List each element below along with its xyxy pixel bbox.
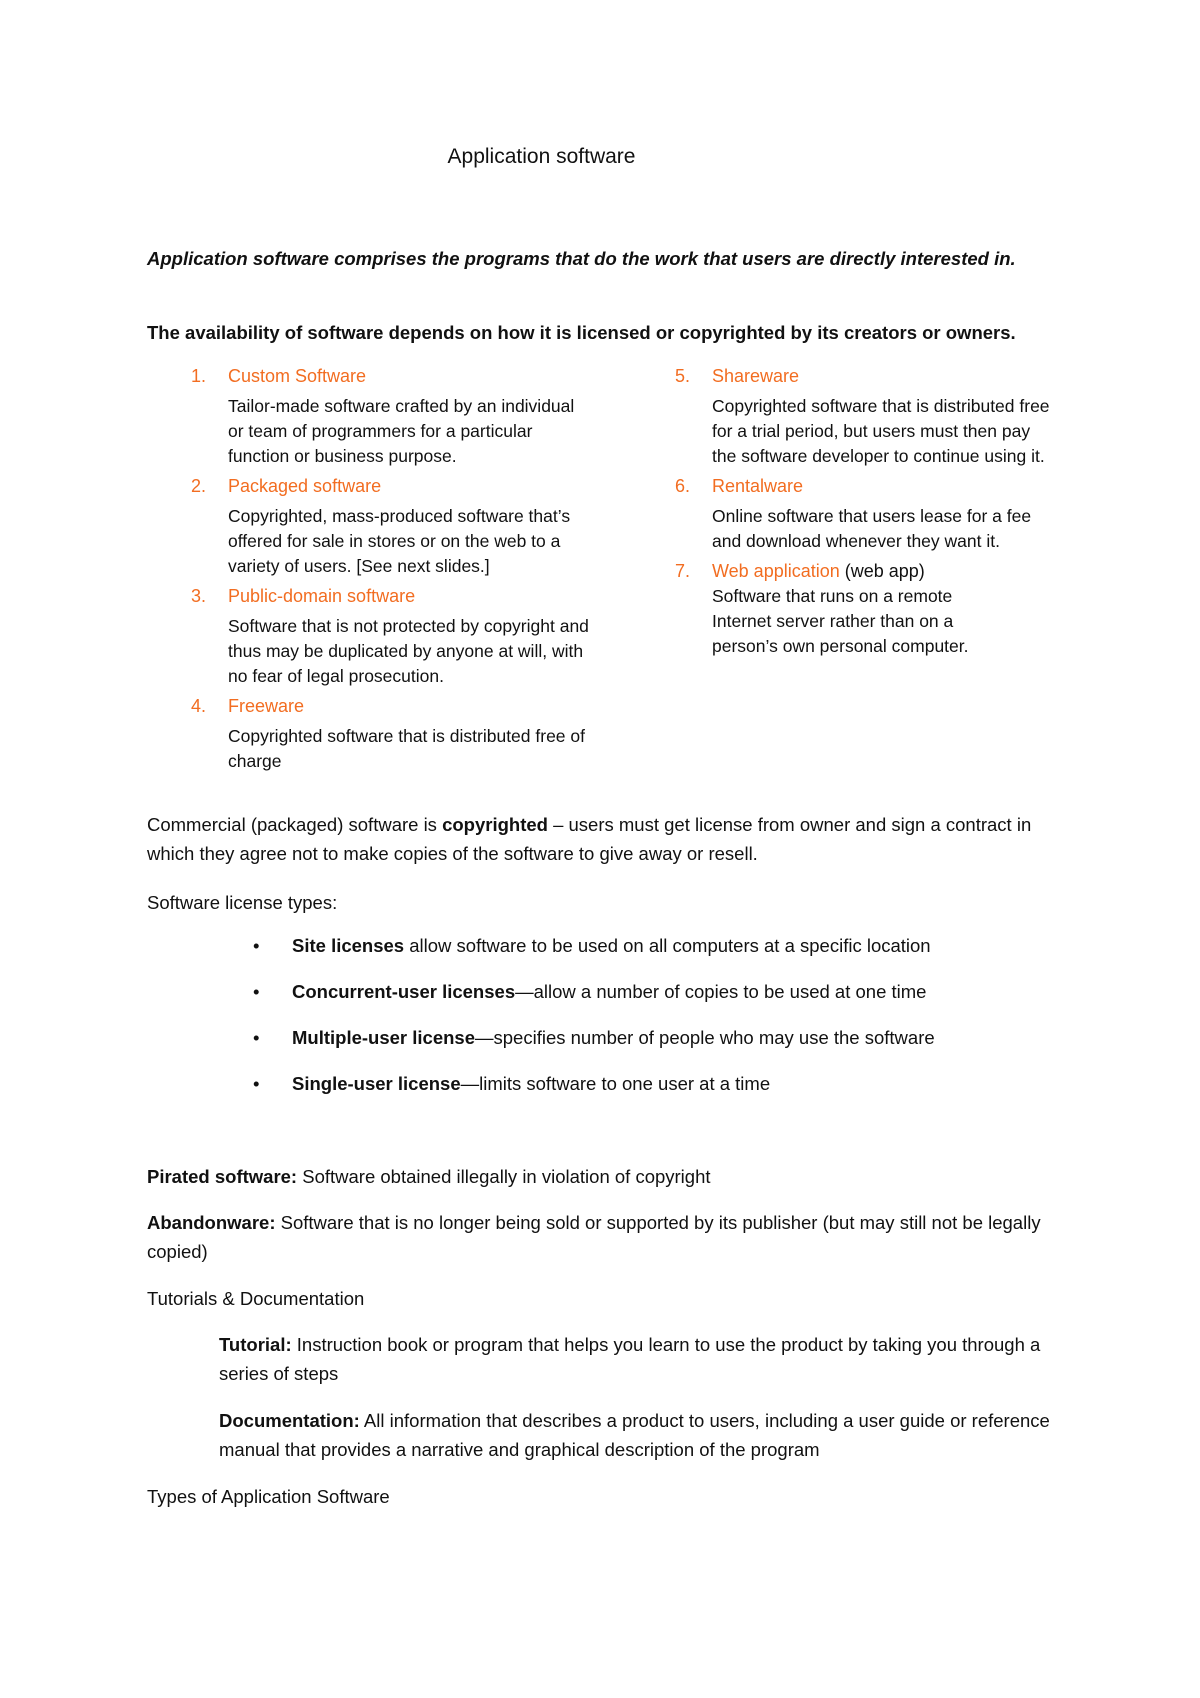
tutorials-heading: Tutorials & Documentation xyxy=(147,1288,365,1309)
software-list-left xyxy=(191,364,611,774)
list-item-heading: Packaged software xyxy=(228,476,382,496)
pirated-software-paragraph: Pirated software: Software obtained illegally in violation of copyright xyxy=(147,1166,711,1187)
software-list-right xyxy=(675,364,1095,659)
list-item-number: 1. xyxy=(191,366,207,386)
list-item-description: Software that runs on a remote Internet server rather than on a person’s own personal computer. xyxy=(712,586,969,656)
list-item-number: 6. xyxy=(675,476,691,496)
list-item-number: 2. xyxy=(191,476,207,496)
bullet-icon: • xyxy=(253,1027,260,1048)
list-item: • Multiple-user license—specifies number of people who may use the software xyxy=(253,1023,1053,1069)
list-item-heading: Public-domain software xyxy=(228,586,416,606)
list-item-heading: Web application (web app) xyxy=(712,561,925,581)
bullet-icon: • xyxy=(253,1073,260,1094)
list-item-heading: Custom Software xyxy=(228,366,367,386)
list-item-heading-suffix: (web app) xyxy=(839,561,925,581)
list-item xyxy=(675,474,1095,554)
bullet-icon: • xyxy=(253,935,260,956)
bullet-icon: • xyxy=(253,981,260,1002)
list-item-heading: Rentalware xyxy=(712,476,804,496)
list-item xyxy=(191,364,611,469)
list-item-heading: Freeware xyxy=(228,696,305,716)
list-item xyxy=(191,694,611,774)
list-item xyxy=(675,364,1095,469)
abandonware-paragraph: Abandonware: Software that is no longer being sold or supported by its publisher (but may still not be legally copied) xyxy=(147,1212,1041,1262)
list-item-description: Copyrighted software that is distributed free of charge xyxy=(228,726,585,771)
list-item-description: Tailor-made software crafted by an individual or team of programmers for a particular function or business purpose. xyxy=(228,396,575,466)
license-types-label: Software license types: xyxy=(147,892,338,913)
license-types-list xyxy=(253,931,1053,1115)
list-item-description: Software that is not protected by copyright and thus may be duplicated by anyone at will, with no fear of legal prosecution. xyxy=(228,616,589,686)
list-item xyxy=(191,584,611,689)
list-item-number: 4. xyxy=(191,696,207,716)
list-item: • Single-user license—limits software to one user at a time xyxy=(253,1069,1053,1115)
documentation-paragraph: Documentation: All information that describes a product to users, including a user guide or reference manual that provides a narrative and graphical description of the program xyxy=(219,1410,1050,1460)
availability-paragraph: The availability of software depends on how it is licensed or copyrighted by its creators or owners. xyxy=(147,322,1016,343)
commercial-paragraph: Commercial (packaged) software is copyrighted – users must get license from owner and sign a contract in which they agree not to make copies of the software to give away or resell. xyxy=(147,814,1032,864)
list-item: • Concurrent-user licenses—allow a number of copies to be used at one time xyxy=(253,977,1053,1023)
list-item-number: 5. xyxy=(675,366,691,386)
tutorial-paragraph: Tutorial: Instruction book or program that helps you learn to use the product by taking you through a series of steps xyxy=(219,1334,1041,1384)
list-item xyxy=(191,474,611,579)
list-item-number: 3. xyxy=(191,586,207,606)
list-item-description: Copyrighted software that is distributed free for a trial period, but users must then pay the software developer to continue using it. xyxy=(712,396,1050,466)
list-item-number: 7. xyxy=(675,561,691,581)
list-item-description: Online software that users lease for a fee and download whenever they want it. xyxy=(712,506,1032,551)
list-item xyxy=(675,559,1095,659)
page-title: Application software xyxy=(447,145,636,168)
list-item-heading: Shareware xyxy=(712,366,800,386)
types-heading: Types of Application Software xyxy=(147,1486,390,1507)
list-item-description: Copyrighted, mass-produced software that’s offered for sale in stores or on the web to a variety of users. [See next slides.] xyxy=(228,506,571,576)
list-item: • Site licenses allow software to be used on all computers at a specific location xyxy=(253,931,1053,977)
intro-paragraph: Application software comprises the programs that do the work that users are directly interested in. xyxy=(147,248,1016,269)
